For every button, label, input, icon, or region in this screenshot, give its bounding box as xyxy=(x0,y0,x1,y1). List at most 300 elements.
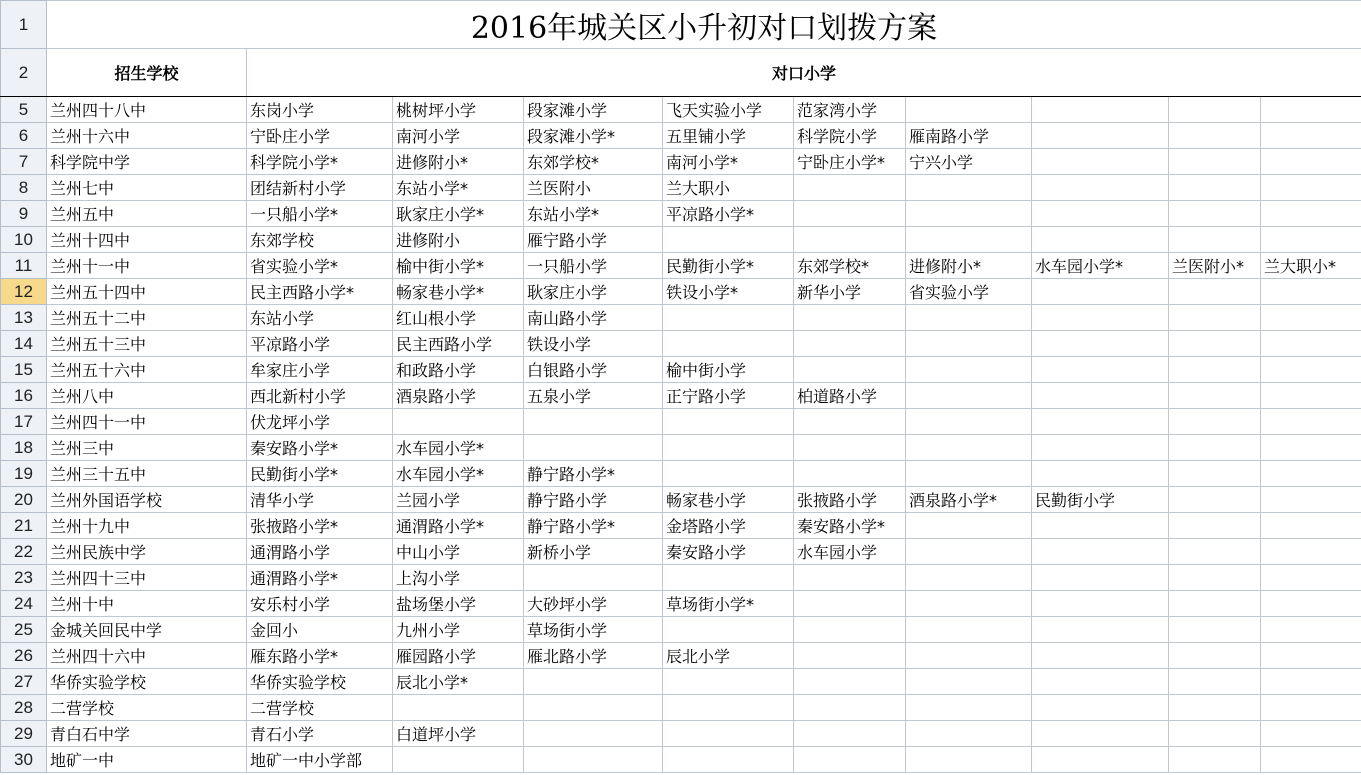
cell-primary-school[interactable]: 民勤街小学* xyxy=(247,461,393,487)
cell-primary-school[interactable]: 雁北路小学 xyxy=(524,643,663,669)
cell-primary-school[interactable]: 桃树坪小学 xyxy=(393,97,524,123)
cell-primary-school[interactable]: 民主西路小学 xyxy=(393,331,524,357)
cell-primary-school[interactable] xyxy=(1261,539,1361,565)
cell-school[interactable]: 兰州七中 xyxy=(47,175,247,201)
cell-primary-school[interactable]: 秦安路小学* xyxy=(794,513,906,539)
cell-primary-school[interactable]: 东岗小学 xyxy=(247,97,393,123)
cell-primary-school[interactable] xyxy=(906,617,1032,643)
cell-primary-school[interactable]: 新华小学 xyxy=(794,279,906,305)
sheet-title[interactable]: 2016年城关区小升初对口划拨方案 xyxy=(47,1,1361,49)
cell-school[interactable]: 兰州外国语学校 xyxy=(47,487,247,513)
cell-primary-school[interactable] xyxy=(1169,747,1261,773)
cell-primary-school[interactable]: 南河小学 xyxy=(393,123,524,149)
row-header[interactable]: 8 xyxy=(1,175,47,201)
cell-school[interactable]: 兰州三十五中 xyxy=(47,461,247,487)
cell-primary-school[interactable] xyxy=(906,201,1032,227)
cell-primary-school[interactable] xyxy=(906,565,1032,591)
cell-primary-school[interactable]: 雁东路小学* xyxy=(247,643,393,669)
cell-primary-school[interactable]: 辰北小学* xyxy=(393,669,524,695)
cell-primary-school[interactable] xyxy=(524,565,663,591)
cell-primary-school[interactable] xyxy=(663,331,794,357)
cell-primary-school[interactable]: 进修附小* xyxy=(906,253,1032,279)
cell-primary-school[interactable] xyxy=(1032,123,1169,149)
cell-primary-school[interactable] xyxy=(1032,409,1169,435)
cell-primary-school[interactable]: 伏龙坪小学 xyxy=(247,409,393,435)
table-row xyxy=(1,747,1361,773)
cell-primary-school[interactable]: 酒泉路小学* xyxy=(906,487,1032,513)
cell-primary-school[interactable] xyxy=(1169,357,1261,383)
cell-primary-school[interactable]: 清华小学 xyxy=(247,487,393,513)
cell-primary-school[interactable] xyxy=(794,591,906,617)
cell-primary-school[interactable]: 范家湾小学 xyxy=(794,97,906,123)
cell-primary-school[interactable] xyxy=(906,305,1032,331)
cell-primary-school[interactable] xyxy=(906,747,1032,773)
cell-primary-school[interactable]: 和政路小学 xyxy=(393,357,524,383)
cell-primary-school[interactable] xyxy=(1169,643,1261,669)
header-primary-schools[interactable]: 对口小学 xyxy=(247,49,1361,97)
cell-primary-school[interactable]: 红山根小学 xyxy=(393,305,524,331)
cell-school[interactable]: 兰州四十八中 xyxy=(47,97,247,123)
row-header[interactable]: 13 xyxy=(1,305,47,331)
cell-primary-school[interactable] xyxy=(1169,487,1261,513)
cell-primary-school[interactable] xyxy=(906,435,1032,461)
cell-primary-school[interactable] xyxy=(1261,383,1361,409)
cell-primary-school[interactable] xyxy=(1169,149,1261,175)
row-header[interactable]: 15 xyxy=(1,357,47,383)
cell-primary-school[interactable]: 中山小学 xyxy=(393,539,524,565)
cell-primary-school[interactable] xyxy=(906,643,1032,669)
cell-primary-school[interactable] xyxy=(794,331,906,357)
cell-primary-school[interactable] xyxy=(663,435,794,461)
header-school[interactable]: 招生学校 xyxy=(47,49,247,97)
row-header[interactable]: 24 xyxy=(1,591,47,617)
cell-primary-school[interactable] xyxy=(663,669,794,695)
cell-primary-school[interactable] xyxy=(1169,721,1261,747)
row-header[interactable]: 11 xyxy=(1,253,47,279)
cell-primary-school[interactable] xyxy=(1261,565,1361,591)
cell-primary-school[interactable] xyxy=(663,721,794,747)
cell-primary-school[interactable]: 东郊学校 xyxy=(247,227,393,253)
cell-primary-school[interactable] xyxy=(794,461,906,487)
cell-primary-school[interactable]: 平凉路小学 xyxy=(247,331,393,357)
cell-primary-school[interactable]: 安乐村小学 xyxy=(247,591,393,617)
cell-school[interactable]: 兰州八中 xyxy=(47,383,247,409)
cell-primary-school[interactable] xyxy=(794,617,906,643)
cell-primary-school[interactable]: 牟家庄小学 xyxy=(247,357,393,383)
cell-primary-school[interactable]: 铁设小学 xyxy=(524,331,663,357)
row-header[interactable]: 18 xyxy=(1,435,47,461)
cell-primary-school[interactable] xyxy=(1032,461,1169,487)
cell-school[interactable]: 青白石中学 xyxy=(47,721,247,747)
cell-primary-school[interactable]: 张掖路小学 xyxy=(794,487,906,513)
cell-school[interactable]: 金城关回民中学 xyxy=(47,617,247,643)
cell-primary-school[interactable] xyxy=(524,409,663,435)
cell-primary-school[interactable]: 兰医附小 xyxy=(524,175,663,201)
cell-primary-school[interactable]: 五里铺小学 xyxy=(663,123,794,149)
row-header[interactable]: 6 xyxy=(1,123,47,149)
row-header[interactable]: 14 xyxy=(1,331,47,357)
cell-primary-school[interactable] xyxy=(663,747,794,773)
row-header[interactable]: 17 xyxy=(1,409,47,435)
cell-primary-school[interactable] xyxy=(1032,643,1169,669)
cell-primary-school[interactable] xyxy=(906,227,1032,253)
cell-primary-school[interactable] xyxy=(1261,331,1361,357)
cell-primary-school[interactable] xyxy=(1261,643,1361,669)
cell-primary-school[interactable] xyxy=(1169,513,1261,539)
cell-primary-school[interactable] xyxy=(1261,409,1361,435)
cell-primary-school[interactable] xyxy=(906,721,1032,747)
cell-primary-school[interactable] xyxy=(794,227,906,253)
cell-primary-school[interactable] xyxy=(1261,357,1361,383)
cell-primary-school[interactable] xyxy=(1032,695,1169,721)
cell-primary-school[interactable]: 草场街小学* xyxy=(663,591,794,617)
row-header[interactable]: 25 xyxy=(1,617,47,643)
cell-primary-school[interactable] xyxy=(1169,227,1261,253)
cell-primary-school[interactable] xyxy=(663,227,794,253)
cell-primary-school[interactable] xyxy=(1169,331,1261,357)
cell-primary-school[interactable]: 白道坪小学 xyxy=(393,721,524,747)
cell-primary-school[interactable] xyxy=(524,669,663,695)
cell-primary-school[interactable]: 东站小学 xyxy=(247,305,393,331)
cell-primary-school[interactable] xyxy=(663,305,794,331)
cell-primary-school[interactable] xyxy=(1169,461,1261,487)
cell-primary-school[interactable] xyxy=(1261,487,1361,513)
cell-primary-school[interactable]: 兰大职小* xyxy=(1261,253,1361,279)
cell-primary-school[interactable] xyxy=(663,617,794,643)
row-header[interactable]: 21 xyxy=(1,513,47,539)
cell-primary-school[interactable] xyxy=(1261,695,1361,721)
cell-primary-school[interactable]: 平凉路小学* xyxy=(663,201,794,227)
cell-primary-school[interactable]: 雁园路小学 xyxy=(393,643,524,669)
table-row xyxy=(1,565,1361,591)
cell-primary-school[interactable]: 酒泉路小学 xyxy=(393,383,524,409)
cell-primary-school[interactable] xyxy=(1261,97,1361,123)
cell-primary-school[interactable] xyxy=(1261,435,1361,461)
cell-primary-school[interactable]: 一只船小学* xyxy=(247,201,393,227)
cell-primary-school[interactable]: 通渭路小学* xyxy=(247,565,393,591)
cell-primary-school[interactable] xyxy=(1261,149,1361,175)
cell-primary-school[interactable] xyxy=(794,305,906,331)
row-header[interactable]: 30 xyxy=(1,747,47,773)
cell-school[interactable]: 兰州五十三中 xyxy=(47,331,247,357)
table-row xyxy=(1,253,1361,279)
cell-primary-school[interactable] xyxy=(906,591,1032,617)
row-header[interactable]: 28 xyxy=(1,695,47,721)
cell-primary-school[interactable]: 段家滩小学 xyxy=(524,97,663,123)
cell-primary-school[interactable]: 科学院小学 xyxy=(794,123,906,149)
row-header[interactable]: 7 xyxy=(1,149,47,175)
cell-school[interactable]: 兰州十六中 xyxy=(47,123,247,149)
row-header[interactable]: 9 xyxy=(1,201,47,227)
cell-primary-school[interactable] xyxy=(906,539,1032,565)
cell-primary-school[interactable] xyxy=(1032,721,1169,747)
table-row xyxy=(1,149,1361,175)
cell-primary-school[interactable]: 南山路小学 xyxy=(524,305,663,331)
cell-primary-school[interactable]: 榆中街小学 xyxy=(663,357,794,383)
cell-primary-school[interactable]: 上沟小学 xyxy=(393,565,524,591)
cell-primary-school[interactable] xyxy=(393,747,524,773)
cell-primary-school[interactable] xyxy=(1169,383,1261,409)
cell-primary-school[interactable] xyxy=(1169,435,1261,461)
cell-primary-school[interactable]: 民主西路小学* xyxy=(247,279,393,305)
cell-primary-school[interactable] xyxy=(1169,175,1261,201)
table-row xyxy=(1,97,1361,123)
cell-primary-school[interactable]: 九州小学 xyxy=(393,617,524,643)
row-header[interactable]: 1 xyxy=(1,1,47,49)
cell-primary-school[interactable] xyxy=(1169,201,1261,227)
cell-primary-school[interactable] xyxy=(393,695,524,721)
cell-primary-school[interactable] xyxy=(1169,565,1261,591)
cell-primary-school[interactable] xyxy=(1261,123,1361,149)
cell-primary-school[interactable] xyxy=(1169,409,1261,435)
cell-school[interactable]: 兰州十四中 xyxy=(47,227,247,253)
cell-primary-school[interactable] xyxy=(1261,513,1361,539)
row-header[interactable]: 22 xyxy=(1,539,47,565)
cell-primary-school[interactable]: 畅家巷小学* xyxy=(393,279,524,305)
table-row xyxy=(1,409,1361,435)
row-header[interactable]: 23 xyxy=(1,565,47,591)
cell-primary-school[interactable] xyxy=(1032,513,1169,539)
cell-primary-school[interactable] xyxy=(906,97,1032,123)
cell-primary-school[interactable]: 兰医附小* xyxy=(1169,253,1261,279)
cell-primary-school[interactable] xyxy=(1261,279,1361,305)
cell-school[interactable]: 兰州五十四中 xyxy=(47,279,247,305)
cell-primary-school[interactable] xyxy=(524,695,663,721)
cell-primary-school[interactable]: 白银路小学 xyxy=(524,357,663,383)
cell-primary-school[interactable]: 东站小学* xyxy=(524,201,663,227)
cell-primary-school[interactable]: 草场街小学 xyxy=(524,617,663,643)
cell-primary-school[interactable]: 进修附小* xyxy=(393,149,524,175)
cell-primary-school[interactable]: 辰北小学 xyxy=(663,643,794,669)
cell-primary-school[interactable] xyxy=(1032,175,1169,201)
cell-primary-school[interactable] xyxy=(1032,591,1169,617)
cell-primary-school[interactable] xyxy=(1032,617,1169,643)
cell-primary-school[interactable] xyxy=(794,643,906,669)
cell-primary-school[interactable]: 雁宁路小学 xyxy=(524,227,663,253)
cell-primary-school[interactable] xyxy=(1169,123,1261,149)
cell-primary-school[interactable]: 静宁路小学* xyxy=(524,461,663,487)
cell-school[interactable]: 兰州五十六中 xyxy=(47,357,247,383)
cell-primary-school[interactable] xyxy=(794,201,906,227)
cell-primary-school[interactable] xyxy=(663,695,794,721)
cell-primary-school[interactable]: 盐场堡小学 xyxy=(393,591,524,617)
cell-primary-school[interactable] xyxy=(1261,591,1361,617)
cell-primary-school[interactable]: 省实验小学 xyxy=(906,279,1032,305)
cell-primary-school[interactable]: 水车园小学* xyxy=(393,461,524,487)
cell-primary-school[interactable]: 铁设小学* xyxy=(663,279,794,305)
cell-primary-school[interactable] xyxy=(663,461,794,487)
cell-primary-school[interactable]: 华侨实验学校 xyxy=(247,669,393,695)
cell-primary-school[interactable]: 榆中街小学* xyxy=(393,253,524,279)
cell-primary-school[interactable]: 柏道路小学 xyxy=(794,383,906,409)
cell-primary-school[interactable] xyxy=(794,695,906,721)
cell-primary-school[interactable] xyxy=(1032,331,1169,357)
cell-school[interactable]: 华侨实验学校 xyxy=(47,669,247,695)
row-header[interactable]: 26 xyxy=(1,643,47,669)
cell-primary-school[interactable] xyxy=(794,175,906,201)
cell-primary-school[interactable]: 秦安路小学* xyxy=(247,435,393,461)
cell-primary-school[interactable] xyxy=(906,357,1032,383)
row-header[interactable]: 27 xyxy=(1,669,47,695)
row-header[interactable]: 12 xyxy=(1,279,47,305)
cell-primary-school[interactable] xyxy=(1032,97,1169,123)
cell-primary-school[interactable]: 张掖路小学* xyxy=(247,513,393,539)
cell-primary-school[interactable] xyxy=(906,695,1032,721)
cell-primary-school[interactable] xyxy=(794,565,906,591)
cell-primary-school[interactable]: 二营学校 xyxy=(247,695,393,721)
cell-school[interactable]: 兰州五中 xyxy=(47,201,247,227)
cell-primary-school[interactable]: 静宁路小学* xyxy=(524,513,663,539)
cell-primary-school[interactable]: 东站小学* xyxy=(393,175,524,201)
row-header[interactable]: 29 xyxy=(1,721,47,747)
cell-primary-school[interactable] xyxy=(906,513,1032,539)
row-header[interactable]: 10 xyxy=(1,227,47,253)
cell-primary-school[interactable]: 宁兴小学 xyxy=(906,149,1032,175)
cell-primary-school[interactable] xyxy=(1261,669,1361,695)
cell-primary-school[interactable] xyxy=(1032,383,1169,409)
cell-primary-school[interactable]: 东郊学校* xyxy=(794,253,906,279)
row-header[interactable]: 2 xyxy=(1,49,47,97)
cell-primary-school[interactable] xyxy=(1032,279,1169,305)
cell-school[interactable]: 兰州四十三中 xyxy=(47,565,247,591)
cell-primary-school[interactable] xyxy=(794,669,906,695)
cell-primary-school[interactable]: 五泉小学 xyxy=(524,383,663,409)
row-header[interactable]: 20 xyxy=(1,487,47,513)
cell-school[interactable]: 二营学校 xyxy=(47,695,247,721)
cell-primary-school[interactable] xyxy=(906,383,1032,409)
cell-primary-school[interactable]: 通渭路小学 xyxy=(247,539,393,565)
cell-primary-school[interactable]: 地矿一中小学部 xyxy=(247,747,393,773)
table-row xyxy=(1,201,1361,227)
cell-school[interactable]: 科学院中学 xyxy=(47,149,247,175)
cell-school[interactable]: 兰州三中 xyxy=(47,435,247,461)
cell-primary-school[interactable] xyxy=(906,461,1032,487)
cell-primary-school[interactable] xyxy=(1261,617,1361,643)
cell-primary-school[interactable]: 一只船小学 xyxy=(524,253,663,279)
cell-primary-school[interactable]: 团结新村小学 xyxy=(247,175,393,201)
cell-primary-school[interactable]: 通渭路小学* xyxy=(393,513,524,539)
cell-primary-school[interactable] xyxy=(1032,149,1169,175)
cell-school[interactable]: 兰州十一中 xyxy=(47,253,247,279)
cell-primary-school[interactable]: 南河小学* xyxy=(663,149,794,175)
cell-primary-school[interactable]: 正宁路小学 xyxy=(663,383,794,409)
cell-primary-school[interactable]: 秦安路小学 xyxy=(663,539,794,565)
cell-primary-school[interactable]: 宁卧庄小学* xyxy=(794,149,906,175)
cell-primary-school[interactable] xyxy=(663,409,794,435)
cell-primary-school[interactable] xyxy=(1169,617,1261,643)
cell-school[interactable]: 兰州十中 xyxy=(47,591,247,617)
cell-school[interactable]: 地矿一中 xyxy=(47,747,247,773)
cell-primary-school[interactable] xyxy=(1261,461,1361,487)
cell-primary-school[interactable]: 兰大职小 xyxy=(663,175,794,201)
cell-school[interactable]: 兰州四十一中 xyxy=(47,409,247,435)
cell-primary-school[interactable]: 东郊学校* xyxy=(524,149,663,175)
cell-primary-school[interactable] xyxy=(1032,539,1169,565)
cell-primary-school[interactable]: 耿家庄小学 xyxy=(524,279,663,305)
cell-primary-school[interactable] xyxy=(1169,97,1261,123)
cell-primary-school[interactable]: 大砂坪小学 xyxy=(524,591,663,617)
table-row xyxy=(1,487,1361,513)
cell-primary-school[interactable]: 静宁路小学 xyxy=(524,487,663,513)
cell-primary-school[interactable] xyxy=(1261,305,1361,331)
cell-primary-school[interactable] xyxy=(1032,565,1169,591)
cell-primary-school[interactable] xyxy=(1261,721,1361,747)
cell-primary-school[interactable] xyxy=(794,357,906,383)
cell-primary-school[interactable] xyxy=(794,721,906,747)
cell-primary-school[interactable]: 西北新村小学 xyxy=(247,383,393,409)
cell-primary-school[interactable] xyxy=(1169,669,1261,695)
cell-primary-school[interactable] xyxy=(524,747,663,773)
cell-primary-school[interactable]: 水车园小学 xyxy=(794,539,906,565)
cell-primary-school[interactable] xyxy=(524,721,663,747)
cell-primary-school[interactable] xyxy=(906,409,1032,435)
cell-primary-school[interactable] xyxy=(906,175,1032,201)
cell-school[interactable]: 兰州十九中 xyxy=(47,513,247,539)
cell-primary-school[interactable] xyxy=(794,435,906,461)
cell-primary-school[interactable] xyxy=(393,409,524,435)
cell-primary-school[interactable] xyxy=(1169,305,1261,331)
cell-school[interactable]: 兰州民族中学 xyxy=(47,539,247,565)
cell-primary-school[interactable]: 民勤街小学 xyxy=(1032,487,1169,513)
cell-primary-school[interactable] xyxy=(1169,539,1261,565)
cell-primary-school[interactable]: 新桥小学 xyxy=(524,539,663,565)
cell-primary-school[interactable] xyxy=(906,669,1032,695)
cell-primary-school[interactable]: 耿家庄小学* xyxy=(393,201,524,227)
cell-primary-school[interactable]: 科学院小学* xyxy=(247,149,393,175)
table-row xyxy=(1,643,1361,669)
cell-primary-school[interactable] xyxy=(794,747,906,773)
cell-primary-school[interactable]: 段家滩小学* xyxy=(524,123,663,149)
cell-primary-school[interactable] xyxy=(794,409,906,435)
cell-primary-school[interactable]: 畅家巷小学 xyxy=(663,487,794,513)
cell-primary-school[interactable] xyxy=(1261,227,1361,253)
cell-primary-school[interactable]: 青石小学 xyxy=(247,721,393,747)
cell-primary-school[interactable] xyxy=(1032,305,1169,331)
cell-primary-school[interactable] xyxy=(663,565,794,591)
cell-primary-school[interactable]: 宁卧庄小学 xyxy=(247,123,393,149)
cell-primary-school[interactable]: 雁南路小学 xyxy=(906,123,1032,149)
cell-school[interactable]: 兰州五十二中 xyxy=(47,305,247,331)
cell-primary-school[interactable] xyxy=(1032,201,1169,227)
cell-primary-school[interactable] xyxy=(1261,175,1361,201)
cell-primary-school[interactable]: 水车园小学* xyxy=(393,435,524,461)
cell-primary-school[interactable] xyxy=(1032,435,1169,461)
cell-primary-school[interactable] xyxy=(524,435,663,461)
cell-primary-school[interactable] xyxy=(1032,357,1169,383)
cell-primary-school[interactable]: 飞天实验小学 xyxy=(663,97,794,123)
row-header[interactable]: 5 xyxy=(1,97,47,123)
cell-primary-school[interactable] xyxy=(1032,227,1169,253)
cell-primary-school[interactable]: 兰园小学 xyxy=(393,487,524,513)
cell-primary-school[interactable] xyxy=(1032,747,1169,773)
cell-primary-school[interactable]: 省实验小学* xyxy=(247,253,393,279)
cell-primary-school[interactable]: 金塔路小学 xyxy=(663,513,794,539)
cell-school[interactable]: 兰州四十六中 xyxy=(47,643,247,669)
cell-primary-school[interactable]: 进修附小 xyxy=(393,227,524,253)
cell-primary-school[interactable] xyxy=(906,331,1032,357)
cell-primary-school[interactable] xyxy=(1169,279,1261,305)
cell-primary-school[interactable] xyxy=(1261,201,1361,227)
cell-primary-school[interactable] xyxy=(1261,747,1361,773)
cell-primary-school[interactable]: 水车园小学* xyxy=(1032,253,1169,279)
cell-primary-school[interactable] xyxy=(1169,695,1261,721)
row-header[interactable]: 16 xyxy=(1,383,47,409)
cell-primary-school[interactable] xyxy=(1169,591,1261,617)
cell-primary-school[interactable]: 民勤街小学* xyxy=(663,253,794,279)
cell-primary-school[interactable] xyxy=(1032,669,1169,695)
row-header[interactable]: 19 xyxy=(1,461,47,487)
cell-primary-school[interactable]: 金回小 xyxy=(247,617,393,643)
